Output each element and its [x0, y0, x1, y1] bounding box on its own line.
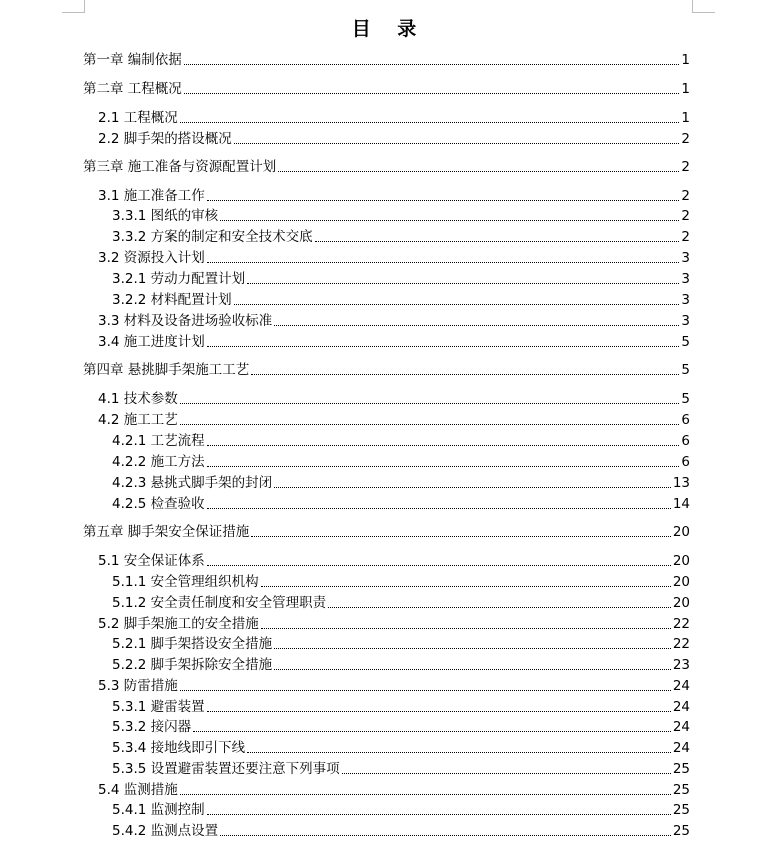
toc-entry[interactable]	[112, 634, 690, 652]
dot-leader	[251, 373, 679, 375]
toc-page-number: 2	[681, 229, 690, 245]
toc-page-number: 6	[681, 412, 690, 428]
toc-entry-text: 4.2.3 悬挑式脚手架的封闭	[112, 475, 273, 491]
toc-page-number: 20	[672, 553, 690, 569]
toc-page-number: 5	[681, 334, 690, 350]
toc-page-number: 1	[681, 110, 690, 126]
toc-page-number: 5	[681, 391, 690, 407]
toc-entry-text: 第二章 工程概况	[83, 81, 182, 97]
toc-page-number: 2	[681, 159, 690, 175]
toc-entry[interactable]	[112, 431, 690, 449]
toc-page-number: 24	[672, 678, 690, 694]
toc-entry[interactable]	[112, 227, 690, 245]
toc-entry-text: 3.2.2 材料配置计划	[112, 292, 232, 308]
toc-page-number: 3	[681, 271, 690, 287]
toc-entry[interactable]	[83, 522, 690, 540]
toc-page-number: 5	[681, 362, 690, 378]
dot-leader	[278, 170, 679, 172]
toc-entry[interactable]	[98, 551, 690, 569]
toc-entry[interactable]	[112, 759, 690, 777]
toc-entry-text: 3.2 资源投入计划	[98, 250, 205, 266]
toc-entry[interactable]	[112, 494, 690, 512]
toc-page-number: 3	[681, 250, 690, 266]
toc-entry-text: 第四章 悬挑脚手架施工工艺	[83, 362, 250, 378]
dot-leader	[274, 647, 671, 649]
toc-entry[interactable]	[112, 655, 690, 673]
toc-entry[interactable]	[112, 206, 690, 224]
toc-entry[interactable]	[83, 50, 690, 68]
dot-leader	[193, 730, 671, 732]
toc-entry-text: 3.2.1 劳动力配置计划	[112, 271, 246, 287]
toc-entry[interactable]	[98, 410, 690, 428]
dot-leader	[207, 199, 680, 201]
toc-entry[interactable]	[112, 269, 690, 287]
toc-page-number: 1	[681, 81, 690, 97]
toc-page-number: 6	[681, 454, 690, 470]
dot-leader	[247, 751, 671, 753]
toc-entry-text: 第三章 施工准备与资源配置计划	[83, 159, 277, 175]
dot-leader	[234, 142, 680, 144]
dot-leader	[207, 813, 671, 815]
toc-entry[interactable]	[83, 79, 690, 97]
dot-leader	[207, 444, 680, 446]
toc-entry[interactable]	[112, 697, 690, 715]
dot-leader	[207, 261, 680, 263]
toc-page-number: 25	[672, 823, 690, 839]
toc-entry-text: 5.3 防雷措施	[98, 678, 178, 694]
toc-entry-text: 5.4.2 监测点设置	[112, 823, 219, 839]
toc-page-number: 20	[672, 574, 690, 590]
toc-page-number: 22	[672, 636, 690, 652]
dot-leader	[247, 282, 679, 284]
dot-leader	[274, 668, 671, 670]
toc-entry-text: 5.2.2 脚手架拆除安全措施	[112, 657, 273, 673]
toc-entry[interactable]	[98, 248, 690, 266]
toc-entry-text: 4.2.1 工艺流程	[112, 433, 205, 449]
toc-entry-text: 5.3.5 设置避雷装置还要注意下列事项	[112, 761, 340, 777]
toc-entry-text: 3.3.1 图纸的审核	[112, 208, 219, 224]
toc-page-number: 3	[681, 292, 690, 308]
dot-leader	[207, 507, 671, 509]
dot-leader	[251, 535, 671, 537]
toc-entry[interactable]	[98, 389, 690, 407]
toc-entry[interactable]	[112, 800, 690, 818]
toc-page-number: 6	[681, 433, 690, 449]
dot-leader	[180, 402, 680, 404]
dot-leader	[180, 121, 680, 123]
toc-entry-text: 5.4 监测措施	[98, 782, 178, 798]
toc-entry-text: 5.3.4 接地线即引下线	[112, 740, 246, 756]
toc-page-number: 13	[672, 475, 690, 491]
toc-entry[interactable]	[112, 717, 690, 735]
toc-page-number: 20	[672, 595, 690, 611]
toc-entry-text: 5.1.1 安全管理组织机构	[112, 574, 259, 590]
toc-page-number: 25	[672, 782, 690, 798]
toc-entry-text: 2.2 脚手架的搭设概况	[98, 131, 232, 147]
toc-page-number: 2	[681, 188, 690, 204]
toc-page-number: 2	[681, 131, 690, 147]
toc-title: 目 录	[351, 18, 427, 40]
toc-entry-text: 4.2.2 施工方法	[112, 454, 205, 470]
toc-page-number: 25	[672, 761, 690, 777]
dot-leader	[184, 92, 680, 94]
dot-leader	[315, 240, 680, 242]
toc-entry[interactable]	[112, 738, 690, 756]
dot-leader	[261, 585, 671, 587]
toc-page-number: 2	[681, 208, 690, 224]
toc-entry-text: 4.1 技术参数	[98, 391, 178, 407]
toc-entry-text: 5.2 脚手架施工的安全措施	[98, 616, 259, 632]
toc-entry-text: 第一章 编制依据	[83, 52, 182, 68]
toc-page-number: 24	[672, 719, 690, 735]
toc-entry-text: 5.3.1 避雷装置	[112, 699, 205, 715]
toc-entry[interactable]	[112, 821, 690, 839]
toc-page-number: 3	[681, 313, 690, 329]
dot-leader	[184, 63, 680, 65]
dot-leader	[342, 772, 671, 774]
toc-entry-text: 5.1 安全保证体系	[98, 553, 205, 569]
toc-page-number: 20	[672, 524, 690, 540]
toc-entry[interactable]	[83, 360, 690, 378]
toc-entry[interactable]	[98, 332, 690, 350]
dot-leader	[180, 689, 671, 691]
toc-entry-text: 3.3 材料及设备进场验收标准	[98, 313, 273, 329]
dot-leader	[328, 606, 671, 608]
toc-entry[interactable]	[98, 108, 690, 126]
toc-page-number: 14	[672, 496, 690, 512]
toc-entry-text: 5.1.2 安全责任制度和安全管理职责	[112, 595, 327, 611]
toc-entry-text: 4.2 施工工艺	[98, 412, 178, 428]
dot-leader	[180, 793, 671, 795]
toc-page-number: 23	[672, 657, 690, 673]
toc-entry[interactable]	[83, 157, 690, 175]
dot-leader	[207, 564, 671, 566]
toc-entry-text: 3.4 施工进度计划	[98, 334, 205, 350]
toc-page-number: 24	[672, 699, 690, 715]
toc-entry[interactable]	[98, 676, 690, 694]
toc-entry-text: 5.3.2 接闪器	[112, 719, 192, 735]
toc-entry-text: 3.1 施工准备工作	[98, 188, 205, 204]
toc-entry-text: 第五章 脚手架安全保证措施	[83, 524, 250, 540]
toc-entry-text: 2.1 工程概况	[98, 110, 178, 126]
dot-leader	[180, 423, 680, 425]
dot-leader	[261, 627, 671, 629]
toc-entry[interactable]	[98, 129, 690, 147]
dot-leader	[207, 345, 680, 347]
toc-page-number: 24	[672, 740, 690, 756]
dot-leader	[207, 710, 671, 712]
toc-entry[interactable]	[112, 452, 690, 470]
toc-entry-text: 5.2.1 脚手架搭设安全措施	[112, 636, 273, 652]
dot-leader	[274, 486, 671, 488]
toc-page-number: 22	[672, 616, 690, 632]
dot-leader	[220, 834, 671, 836]
toc-entry[interactable]	[98, 780, 690, 798]
toc-entry-text: 4.2.5 检查验收	[112, 496, 205, 512]
toc-entry[interactable]	[112, 473, 690, 491]
toc-entry-text: 5.4.1 监测控制	[112, 802, 205, 818]
dot-leader	[274, 324, 679, 326]
toc-entry[interactable]	[112, 290, 690, 308]
toc-entry[interactable]	[98, 614, 690, 632]
toc-entry[interactable]	[98, 186, 690, 204]
dot-leader	[234, 303, 680, 305]
toc-entry-text: 3.3.2 方案的制定和安全技术交底	[112, 229, 313, 245]
toc-page-number: 1	[681, 52, 690, 68]
dot-leader	[220, 219, 679, 221]
toc-page-number: 25	[672, 802, 690, 818]
toc-entry[interactable]	[112, 572, 690, 590]
toc-entry[interactable]	[112, 593, 690, 611]
dot-leader	[207, 465, 680, 467]
toc-entry[interactable]	[98, 311, 690, 329]
